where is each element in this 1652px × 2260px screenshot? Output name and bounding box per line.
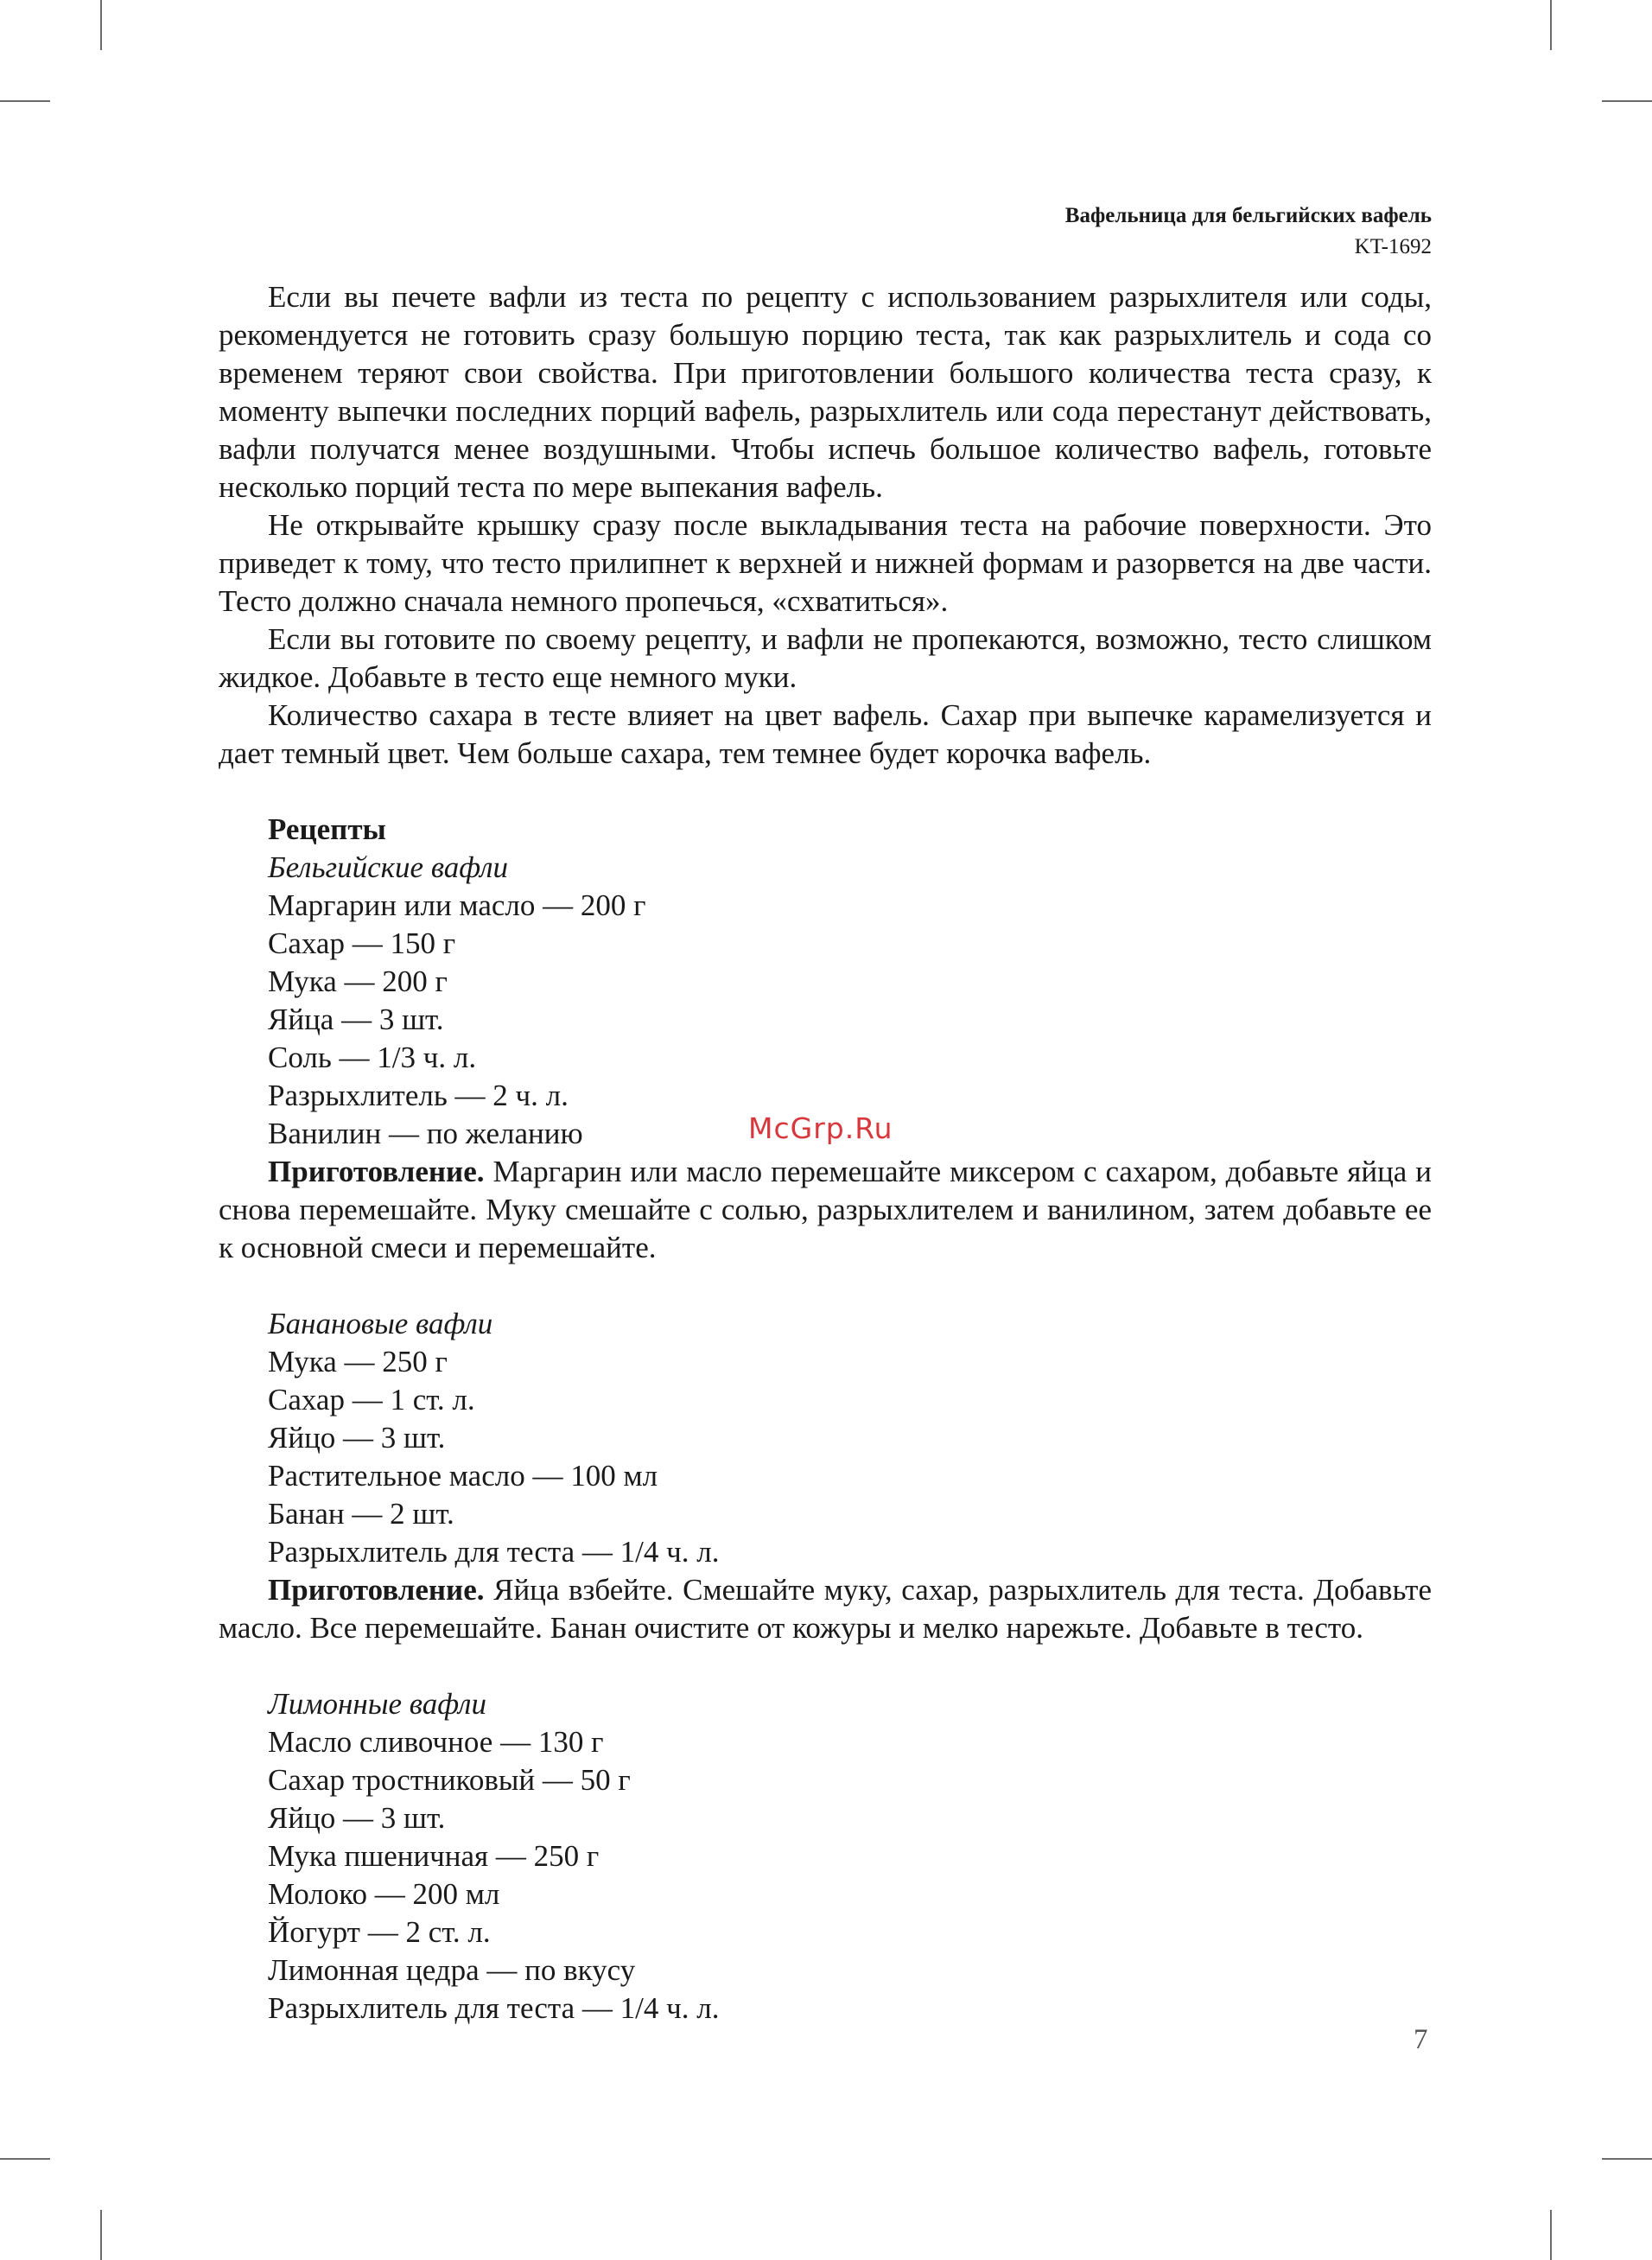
crop-mark-top-right (1550, 0, 1552, 50)
page-content (219, 278, 1432, 2028)
ingredient-line: Маргарин или масло — 200 г (268, 888, 646, 922)
page-header (1065, 201, 1432, 263)
ingredient-line: Яйца — 3 шт. (268, 1003, 444, 1036)
ingredient-line: Мука пшеничная — 250 г (268, 1839, 600, 1873)
ingredient-line: Разрыхлитель для теста — 1/4 ч. л. (268, 1991, 720, 2025)
paragraph-4: Количество сахара в тесте влияет на цвет вафель. Сахар при выпечке карамелизуется и дает темный цвет. Чем больше сахара, тем темнее будет корочка вафель. (219, 698, 1432, 770)
crop-mark-top-left-h (0, 100, 50, 102)
ingredient-line: Масло сливочное — 130 г (268, 1725, 604, 1759)
watermark-text: McGrp.Ru (748, 1111, 893, 1145)
preparation-text: Яйца взбейте. Смешайте муку, сахар, разрыхлитель для теста. Добавьте масло. Все перемешайте. Банан очистите от кожуры и мелко нарежьте. Добавьте в тесто. (219, 1573, 1433, 1645)
ingredient-line: Сахар — 1 ст. л. (268, 1383, 475, 1416)
recipes-heading: Рецепты (268, 812, 386, 846)
ingredient-line: Растительное масло — 100 мл (268, 1459, 658, 1493)
preparation-label: Приготовление. (268, 1573, 485, 1607)
preparation-label: Приготовление. (268, 1155, 485, 1188)
recipe-title: Лимонные вафли (268, 1687, 486, 1721)
ingredient-line: Сахар тростниковый — 50 г (268, 1763, 631, 1797)
paragraph-3: Если вы готовите по своему рецепту, и вафли не пропекаются, возможно, тесто слишком жидкое. Добавьте в тесто еще немного муки. (219, 622, 1432, 694)
crop-mark-top-left (100, 0, 102, 50)
ingredient-line: Яйцо — 3 шт. (268, 1801, 446, 1835)
preparation-text: Маргарин или масло перемешайте миксером с сахаром, добавьте яйца и снова перемешайте. Муку смешайте с солью, разрыхлителем и ванилином, затем добавьте ее к основной смеси и перемешайте. (219, 1155, 1432, 1264)
paragraph-2: Не открывайте крышку сразу после выкладывания теста на рабочие поверхности. Это приведет к тому, что тесто прилипнет к верхней и нижней формам и разорвется на две части. Тесто должно сначала немного пропечься, «схватиться». (219, 508, 1432, 618)
ingredient-line: Соль — 1/3 ч. л. (268, 1041, 477, 1074)
ingredient-line: Мука — 250 г (268, 1345, 448, 1378)
ingredient-line: Сахар — 150 г (268, 926, 456, 960)
preparation-paragraph (219, 1153, 1432, 1267)
crop-mark-bottom-left-h (0, 2158, 50, 2160)
recipe-title: Банановые вафли (268, 1307, 493, 1340)
crop-mark-bottom-right (1550, 2210, 1552, 2260)
ingredient-line: Разрыхлитель — 2 ч. л. (268, 1079, 569, 1112)
header-title: Вафельница для бельгийских вафель (1064, 204, 1432, 227)
ingredient-line: Яйцо — 3 шт. (268, 1421, 446, 1455)
recipe-title: Бельгийские вафли (268, 850, 509, 884)
ingredient-line: Йогурт — 2 ст. л. (268, 1915, 491, 1949)
ingredient-line: Лимонная цедра — по вкусу (268, 1953, 636, 1987)
ingredient-line: Разрыхлитель для теста — 1/4 ч. л. (268, 1535, 720, 1569)
header-model: KT-1692 (1354, 235, 1432, 258)
crop-mark-bottom-right-h (1602, 2158, 1652, 2160)
ingredient-line: Банан — 2 шт. (268, 1497, 454, 1531)
ingredient-line: Мука — 200 г (268, 964, 448, 998)
paragraph-1: Если вы печете вафли из теста по рецепту с использованием разрыхлителя или соды, рекомендуется не готовить сразу большую порцию теста, так как разрыхлитель и сода со временем теряют свои свойства. При приготовлении большого количества теста сразу, к моменту выпечки последних порций вафель, разрыхлитель или сода перестанут действовать, вафли получатся менее воздушными. Чтобы испечь большое количество вафель, готовьте несколько порций теста по мере выпекания вафель. (219, 280, 1432, 504)
crop-mark-bottom-left (100, 2210, 102, 2260)
crop-mark-top-right-h (1602, 100, 1652, 102)
ingredient-line: Ванилин — по желанию (268, 1117, 583, 1150)
preparation-paragraph (219, 1571, 1432, 1647)
page-number: 7 (1414, 2024, 1428, 2055)
ingredient-line: Молоко — 200 мл (268, 1877, 500, 1911)
